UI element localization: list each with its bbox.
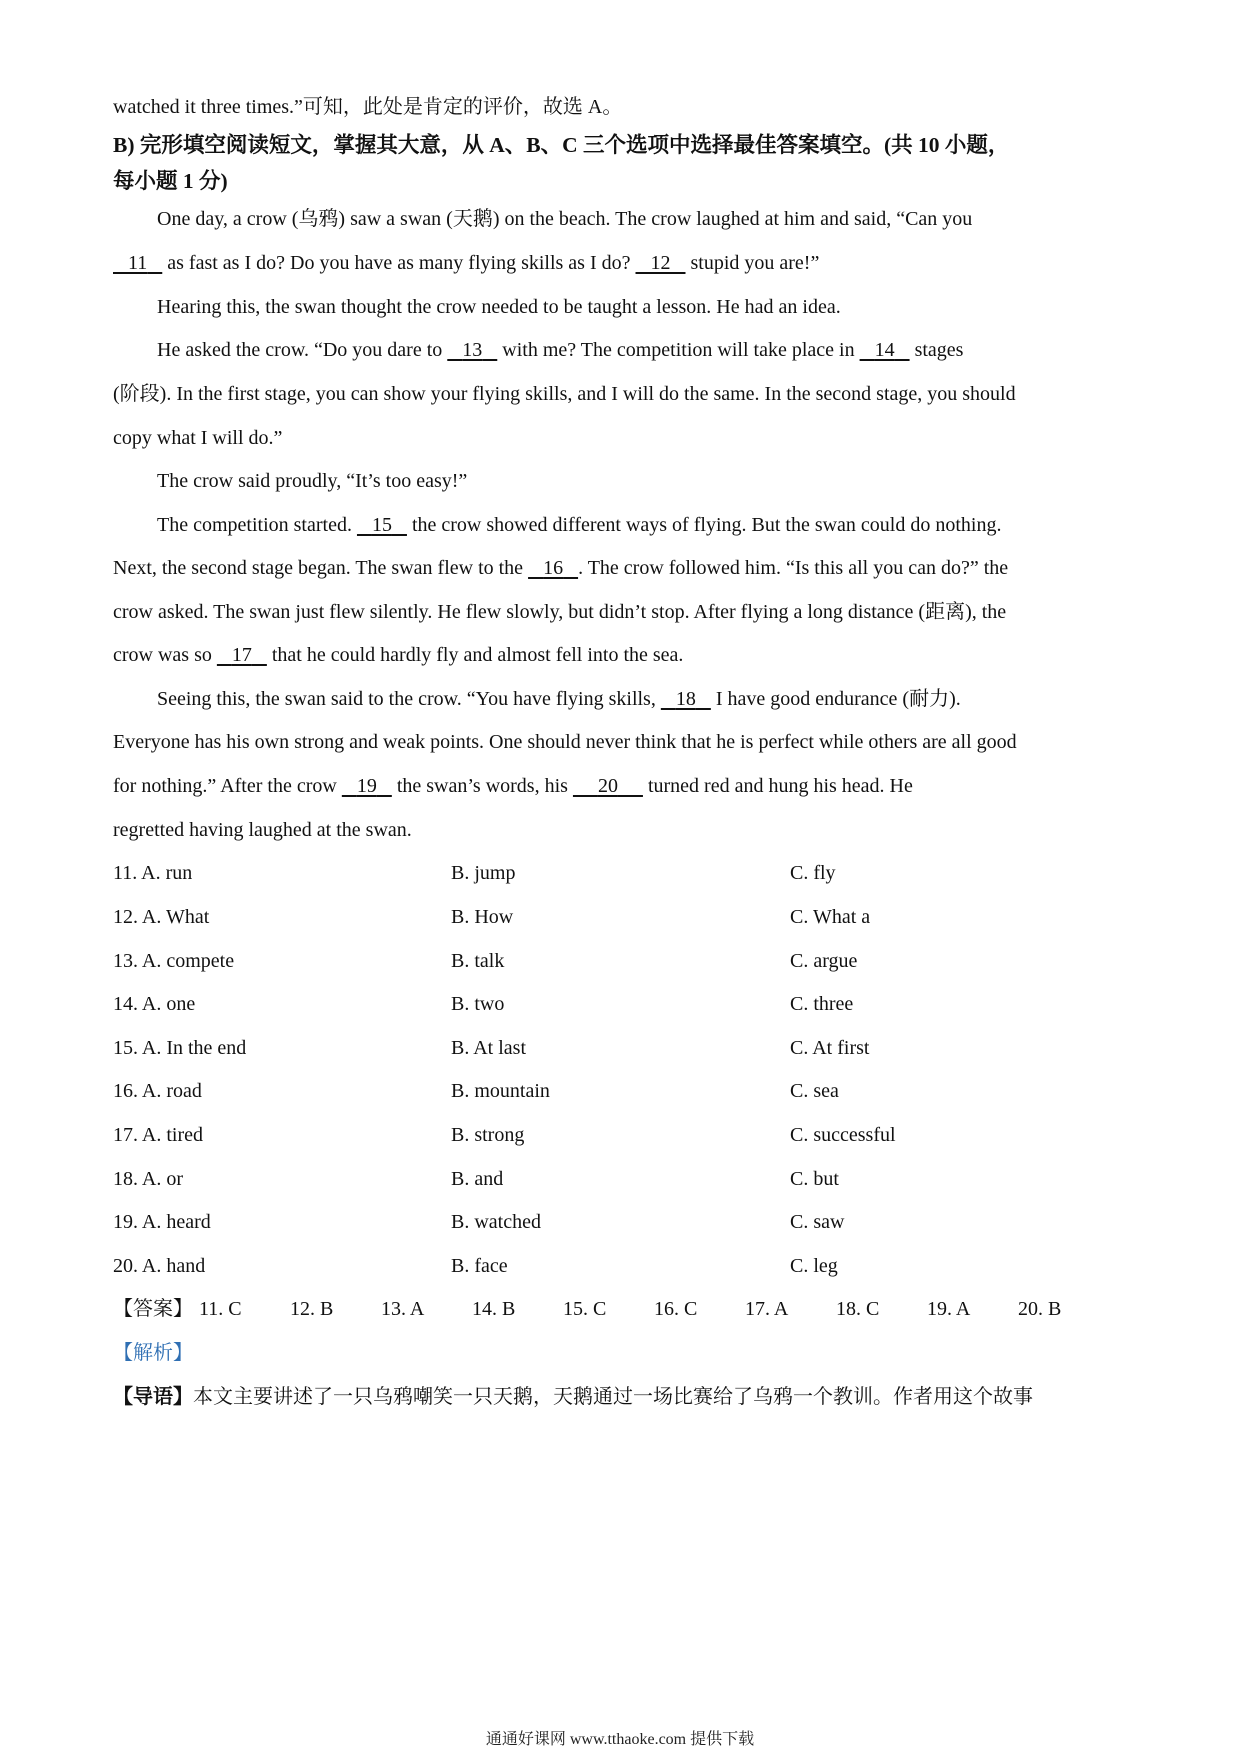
passage-text: turned red and hung his head. He [642,775,913,797]
answer-item: 13. A [381,1298,425,1320]
passage-text: as fast as I do? Do you have as many flying skills as I do? [162,252,636,274]
question-option-a: 19. A. heard [113,1211,211,1233]
question-option-c: C. leg [790,1255,838,1277]
question-option-b: B. two [451,993,505,1015]
passage-text: Seeing this, the swan said to the crow. “You have flying skills, [157,688,661,710]
question-option-b: B. and [451,1168,504,1190]
question-option-a: 12. A. What [113,906,210,928]
question-option-c: C. At first [790,1037,870,1059]
guide-line [113,1384,1033,1410]
answer-item: 14. B [472,1298,516,1320]
blank-number: 16 [543,557,564,579]
previous-explanation-line: watched it three times.”可知，此处是肯定的评价，故选 A。 [113,96,623,118]
blank-number: 14 [874,339,895,361]
answer-tag: 【答案】 [113,1298,193,1320]
analysis-tag: 【解析】 [113,1342,193,1364]
blank-19 [342,773,392,799]
guide-tag: 【导语】 [113,1386,193,1408]
guide-text: 本文主要讲述了一只乌鸦嘲笑一只天鹅，天鹅通过一场比赛给了乌鸦一个教训。作者用这个故事 [193,1386,1033,1408]
question-option-a: 17. A. tired [113,1124,203,1146]
passage-text: the swan’s words, his [391,775,573,797]
blank-12 [636,250,686,276]
passage-line: crow asked. The swan just flew silently. He flew slowly, but didn’t stop. After flying a long distance (距离), the [113,601,1007,623]
blank-18 [661,686,711,712]
blank-number: 11 [128,252,148,274]
blank-number: 15 [371,514,392,536]
passage-text: crow was so [113,644,217,666]
blank-number: 18 [675,688,696,710]
blank-number: 12 [650,252,671,274]
question-option-a: 14. A. one [113,993,196,1015]
passage-line [113,250,819,276]
blank-17 [217,642,267,668]
answer-item: 19. A [927,1298,971,1320]
question-option-c: C. three [790,993,854,1015]
passage-text: that he could hardly fly and almost fell into the sea. [266,644,684,666]
passage-line [157,512,1001,538]
passage-text: for nothing.” After the crow [113,775,342,797]
passage-line [157,686,961,712]
answer-item: 16. C [654,1298,698,1320]
passage-text: stupid you are!” [685,252,820,274]
question-option-c: C. fly [790,862,836,884]
question-option-a: 20. A. hand [113,1255,206,1277]
blank-15 [357,512,407,538]
passage-line: Hearing this, the swan thought the crow needed to be taught a lesson. He had an idea. [157,296,841,318]
blank-number: 20 [597,775,618,797]
question-option-c: C. sea [790,1080,839,1102]
page-footer: 通通好课网 www.tthaoke.com 提供下载 [485,1731,755,1748]
section-heading: B) 完形填空阅读短文，掌握其大意，从 A、B、C 三个选项中选择最佳答案填空。(共 10 小题， [113,133,1010,157]
passage-text: the crow showed different ways of flying. But the swan could do nothing. [406,514,1002,536]
question-option-a: 13. A. compete [113,950,235,972]
passage-text: Next, the second stage began. The swan flew to the [113,557,529,579]
question-option-c: C. argue [790,950,858,972]
passage-line: copy what I will do.” [113,427,283,449]
passage-line: One day, a crow (乌鸦) saw a swan (天鹅) on the beach. The crow laughed at him and said, “Can you [157,208,973,230]
answer-item: 12. B [290,1298,334,1320]
answer-row [113,1296,1133,1322]
answer-item: 17. A [745,1298,789,1320]
question-option-b: B. mountain [451,1080,550,1102]
answer-item: 15. C [563,1298,607,1320]
blank-20 [573,773,643,799]
blank-number: 13 [462,339,483,361]
question-option-c: C. successful [790,1124,896,1146]
passage-line [113,555,1008,581]
question-option-b: B. watched [451,1211,541,1233]
passage-text: stages [909,339,964,361]
question-option-b: B. At last [451,1037,527,1059]
answer-item: 11. C [199,1298,242,1320]
passage-text: . The crow followed him. “Is this all you can do?” the [578,557,1009,579]
question-option-b: B. face [451,1255,508,1277]
question-option-b: B. strong [451,1124,525,1146]
passage-line: Everyone has his own strong and weak points. One should never think that he is perfect while others are all good [113,731,1017,753]
blank-number: 17 [231,644,252,666]
blank-16 [528,555,578,581]
question-option-a: 18. A. or [113,1168,183,1190]
blank-number: 19 [356,775,377,797]
section-heading-cont: 每小题 1 分) [113,169,228,193]
blank-11 [113,250,162,276]
question-option-a: 16. A. road [113,1080,202,1102]
answer-item: 18. C [836,1298,880,1320]
question-option-a: 15. A. In the end [113,1037,247,1059]
question-option-c: C. saw [790,1211,845,1233]
passage-line [113,773,913,799]
passage-line: (阶段). In the first stage, you can show your flying skills, and I will do the same. In the second stage, you should [113,383,1016,405]
answer-item: 20. B [1018,1298,1062,1320]
question-option-c: C. but [790,1168,839,1190]
blank-13 [447,337,497,363]
question-option-a: 11. A. run [113,862,193,884]
passage-line [113,642,683,668]
passage-line: regretted having laughed at the swan. [113,819,412,841]
question-option-b: B. How [451,906,514,928]
passage-text: The competition started. [157,514,357,536]
question-option-b: B. jump [451,862,516,884]
passage-line [157,337,963,363]
passage-text: with me? The competition will take place in [497,339,860,361]
blank-14 [860,337,910,363]
question-option-b: B. talk [451,950,505,972]
passage-text: He asked the crow. “Do you dare to [157,339,448,361]
passage-text: I have good endurance (耐力). [710,688,961,710]
question-option-c: C. What a [790,906,871,928]
passage-line: The crow said proudly, “It’s too easy!” [157,470,468,492]
